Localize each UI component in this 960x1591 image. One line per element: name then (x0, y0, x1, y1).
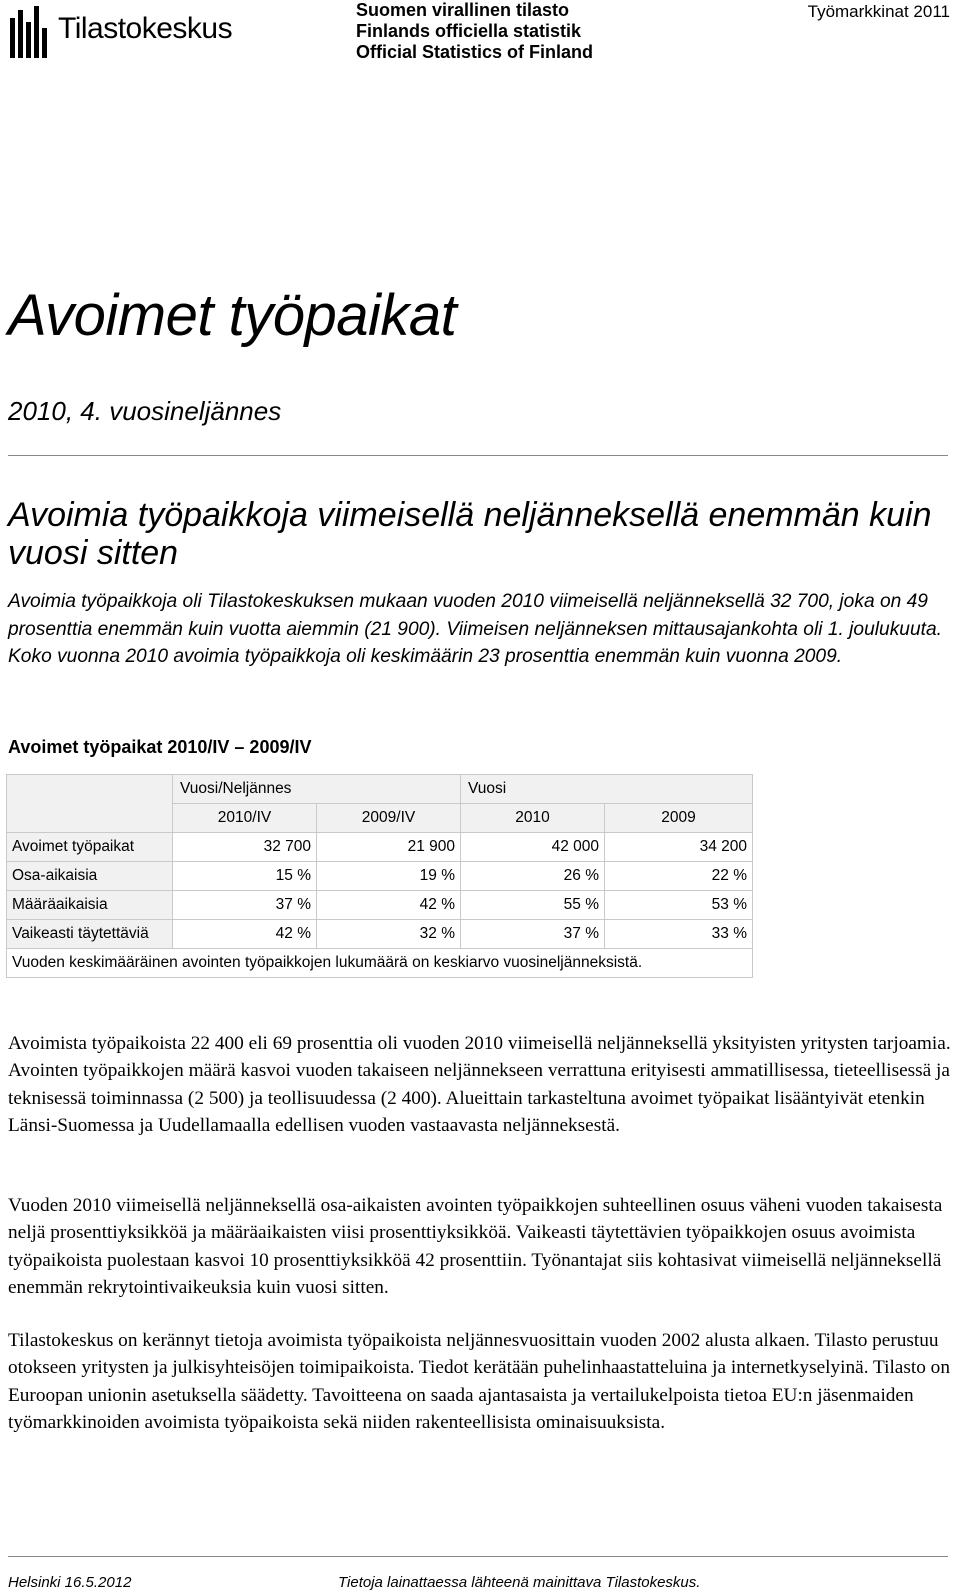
table-corner-cell (7, 775, 173, 833)
publication-series: Työmarkkinat 2011 (807, 2, 950, 21)
official-line-en: Official Statistics of Finland (356, 42, 594, 62)
official-statistics-label (356, 0, 593, 63)
table-cell: 42 % (173, 920, 317, 949)
table-row (7, 920, 753, 949)
logo-text: Tilastokeskus (58, 12, 233, 45)
row-label: Osa-aikaisia (7, 862, 173, 891)
lead-paragraph: Avoimia työpaikkoja oli Tilastokeskuksen mukaan vuoden 2010 viimeisellä neljänneksellä 32 700, joka on 49 prosenttia enemmän kuin vuotta aiemmin (21 900). Viimeisen neljänneksen mittausajankohta oli 1. joulukuuta. Koko vuonna 2010 avoimia työpaikkoja oli keskimäärin 23 prosenttia enemmän kuin vuonna 2009. (8, 591, 942, 667)
table-cell: 19 % (317, 862, 461, 891)
table-cell: 32 700 (173, 833, 317, 862)
tilastokeskus-logo (8, 4, 238, 60)
table-cell: 22 % (605, 862, 753, 891)
footer-citation: Tietoja lainattaessa lähteenä mainittava Tilastokeskus. (338, 1574, 701, 1591)
footer-date: Helsinki 16.5.2012 (8, 1574, 132, 1591)
headline: Avoimia työpaikkoja viimeisellä neljänneksellä enemmän kuin vuosi sitten (8, 496, 932, 572)
table-cell: 32 % (317, 920, 461, 949)
body-paragraph: Vuoden 2010 viimeisellä neljänneksellä osa-aikaisten avointen työpaikkojen suhteellinen osuus väheni vuoden takaisesta neljä prosenttiyksikköä ja määräaikaisten viisi prosenttiyksikköä. Vaikeasti täytettävien työpaikkojen osuus avoimista työpaikoista puolestaan kasvoi 10 prosenttiyksikköä 42 prosenttiin. Työnantajat siis kohtasivat viimeisellä neljänneksellä enemmän rekrytointivaikeuksia kuin vuosi sitten. (8, 1195, 943, 1298)
period-label: 2010, 4. vuosineljännes (8, 396, 282, 426)
table-cell: 26 % (461, 862, 605, 891)
footer-divider (8, 1556, 948, 1557)
divider (8, 455, 948, 456)
table-title: Avoimet työpaikat 2010/IV – 2009/IV (8, 737, 312, 757)
column-header: 2010/IV (173, 804, 317, 833)
table-row (7, 891, 753, 920)
table-group-header-row (7, 775, 753, 804)
logo-mark-icon (8, 4, 52, 60)
row-label: Vaikeasti täytettäviä (7, 920, 173, 949)
body-paragraph: Avoimista työpaikoista 22 400 eli 69 prosenttia oli vuoden 2010 viimeisellä neljänneksellä yksityisten yritysten tarjoamia. Avointen työpaikkojen määrä kasvoi vuoden takaiseen neljännekseen verrattuna erityisesti ammatillisessa, tieteellisessä ja teknisessä toiminnassa (2 500) ja teollisuudessa (2 400). Alueittain tarkasteltuna avoimet työpaikat lisääntyivät etenkin Länsi-Suomessa ja Uudellamaalla edellisen vuoden vastaavasta neljänneksestä. (8, 1033, 951, 1136)
group-header-quarter: Vuosi/Neljännes (173, 775, 461, 804)
group-header-year: Vuosi (461, 775, 753, 804)
column-header: 2009 (605, 804, 753, 833)
table-cell: 37 % (173, 891, 317, 920)
table-cell: 55 % (461, 891, 605, 920)
official-line-fi: Suomen virallinen tilasto (356, 0, 570, 20)
table-cell: 33 % (605, 920, 753, 949)
table-cell: 37 % (461, 920, 605, 949)
official-line-sv: Finlands officiella statistik (356, 21, 582, 41)
table-note-row (7, 949, 753, 978)
column-header: 2010 (461, 804, 605, 833)
table-cell: 42 000 (461, 833, 605, 862)
table-cell: 53 % (605, 891, 753, 920)
row-label: Määräaikaisia (7, 891, 173, 920)
column-header: 2009/IV (317, 804, 461, 833)
page-title: Avoimet työpaikat (8, 283, 457, 348)
table-note: Vuoden keskimääräinen avointen työpaikkojen lukumäärä on keskiarvo vuosineljänneksistä. (7, 949, 753, 978)
statistics-table (6, 774, 753, 978)
table-row (7, 862, 753, 891)
body-paragraph: Tilastokeskus on kerännyt tietoja avoimista työpaikoista neljännesvuosittain vuoden 2002 alusta alkaen. Tilasto perustuu otokseen yritysten ja julkisyhteisöjen toimipaikoista. Tiedot kerätään puhelinhaastatteluina ja internetkyselyinä. Tilasto on Euroopan unionin asetuksella säädetty. Tavoitteena on saada ajantasaista ja vertailukelpoista tietoa EU:n jäsenmaiden työmarkkinoiden avoimista työpaikoista sekä niiden rakenteellisista ominaisuuksista. (8, 1330, 950, 1433)
row-label: Avoimet työpaikat (7, 833, 173, 862)
table-cell: 15 % (173, 862, 317, 891)
table-cell: 21 900 (317, 833, 461, 862)
table-row (7, 833, 753, 862)
table-cell: 42 % (317, 891, 461, 920)
table-cell: 34 200 (605, 833, 753, 862)
